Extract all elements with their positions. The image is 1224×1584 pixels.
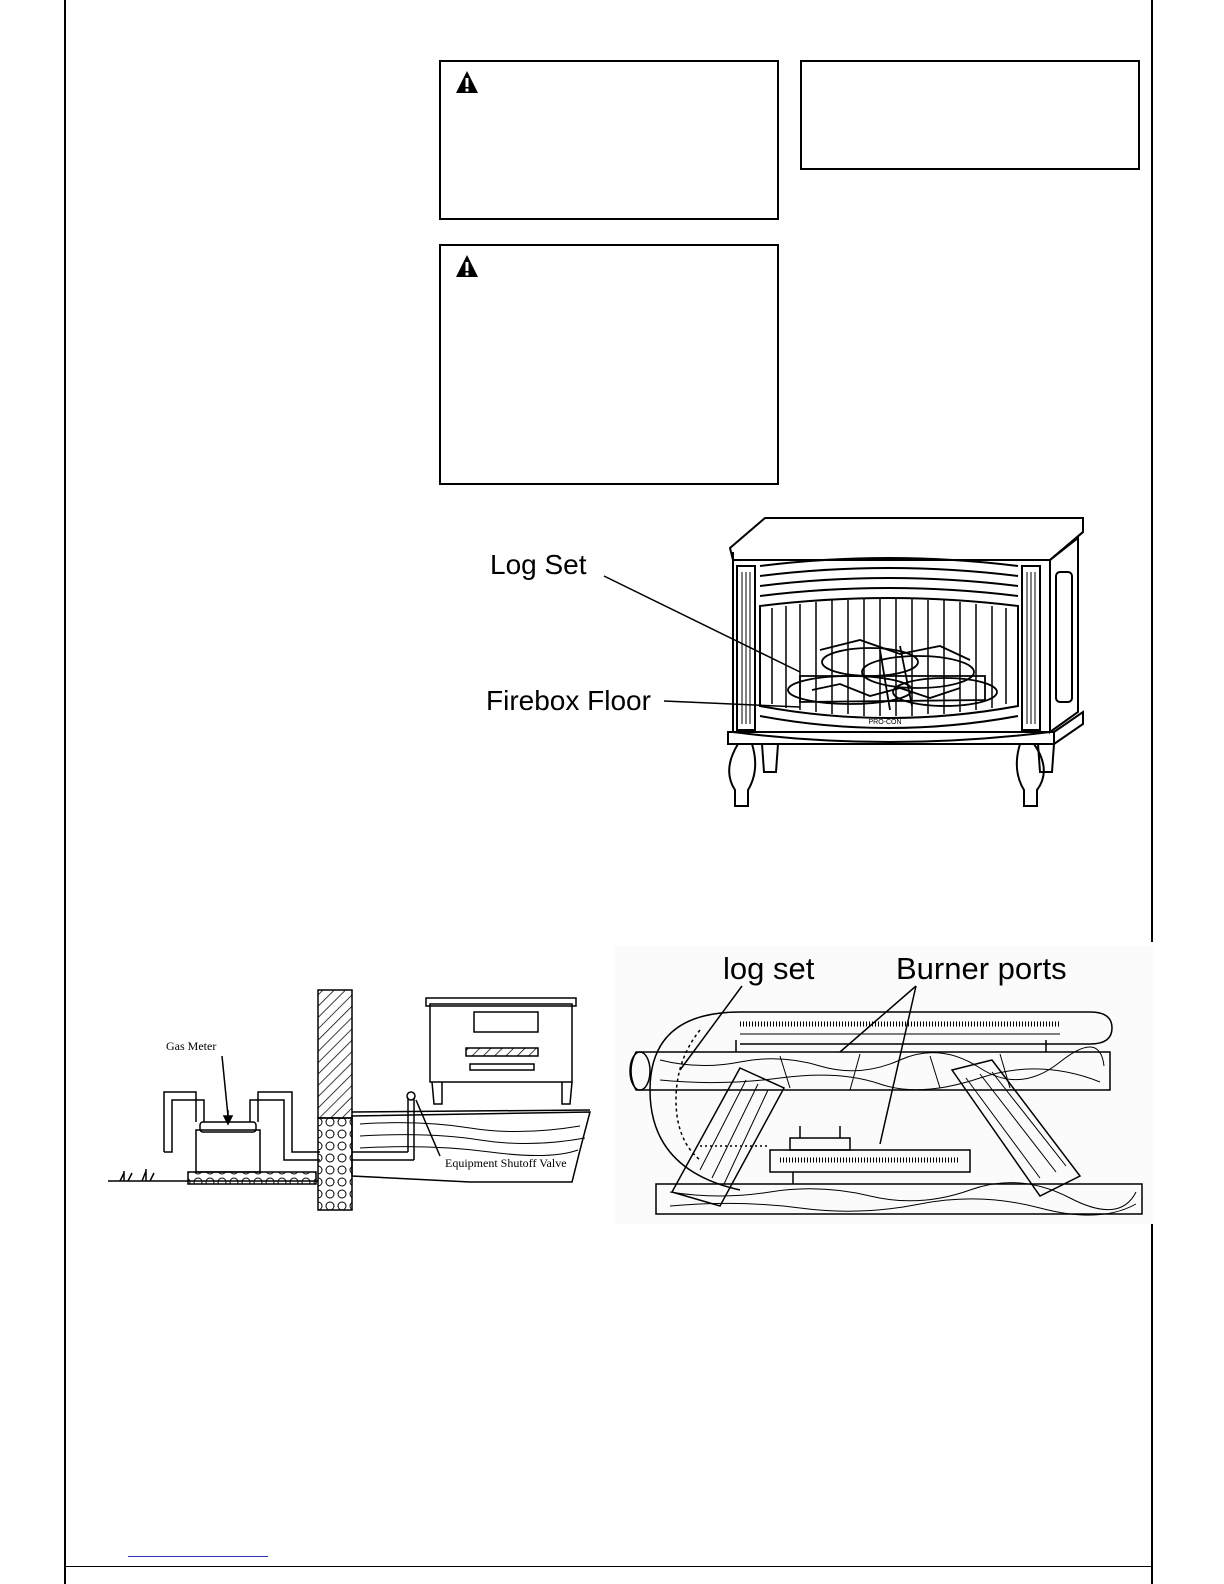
stove-brand-text: PRO-CON: [868, 719, 902, 726]
label-firebox-floor: Firebox Floor: [486, 685, 651, 716]
label-equipment-shutoff-valve: Equipment Shutoff Valve: [445, 1156, 567, 1170]
label-log-set-lower: log set: [723, 951, 815, 986]
label-gas-meter: Gas Meter: [166, 1039, 217, 1053]
label-burner-ports: Burner ports: [896, 951, 1067, 986]
label-log-set: Log Set: [490, 549, 587, 580]
